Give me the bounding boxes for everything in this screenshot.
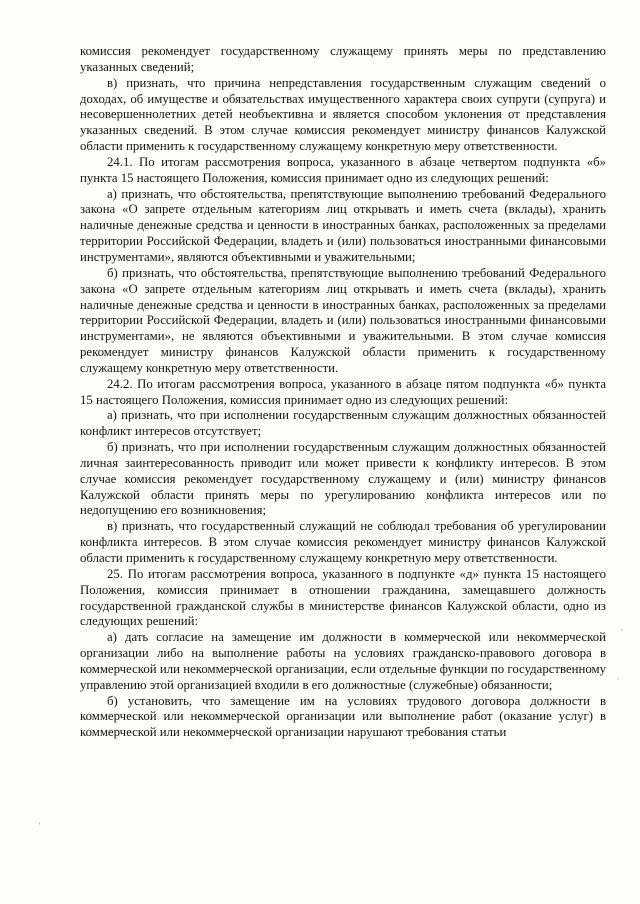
scan-speck: ′ — [617, 678, 620, 688]
scan-speck: · — [620, 626, 623, 636]
paragraph: б) установить, что замещение им на условиях трудового договора должности в коммерческой или некоммерческой организации или выполнение работ (оказание услуг) в коммерческой или некоммерческой организации нарушают требования статьи — [80, 693, 606, 740]
paragraph: а) дать согласие на замещение им должности в коммерческой или некоммерческой организации либо на выполнение работы на условиях гражданско-правового договора в коммерческой или некоммерческой организации, если отдельные функции по государственному управлению этой организацией входили в его должностные (служебные) обязанности; — [80, 630, 606, 692]
scan-speck: ˌ — [38, 816, 41, 826]
paragraph: 25. По итогам рассмотрения вопроса, указанного в подпункте «д» пункта 15 настоящего Положения, комиссия принимает в отношении гражданина, замещавшего должность государственной гражданской службы в министерстве финансов Калужской области, одно из следующих решений: — [80, 566, 606, 629]
paragraph: 24.2. По итогам рассмотрения вопроса, указанного в абзаце пятом подпункта «б» пункта 15 настоящего Положения, комиссия принимает одно из следующих решений: — [80, 376, 606, 407]
paragraph: а) признать, что обстоятельства, препятствующие выполнению требований Федерального закона «О запрете отдельным категориям лиц открывать и иметь счета (вклады), хранить наличные денежные средства и ценности в иностранных банках, расположенных за пределами территории Российской Федерации, владеть и (или) пользоваться иностранными финансовыми инструментами», являются объективными и уважительными; — [80, 186, 606, 264]
paragraph: а) признать, что при исполнении государственным служащим должностных обязанностей конфликт интересов отсутствует; — [80, 408, 606, 439]
paragraph: в) признать, что государственный служащий не соблюдал требования об урегулировании конфликта интересов. В этом случае комиссия рекомендует министру финансов Калужской области применить к государственному служащему конкретную меру ответственности. — [80, 519, 606, 565]
document-body — [80, 44, 606, 741]
paragraph: б) признать, что при исполнении государственным служащим должностных обязанностей личная заинтересованность приводит или может привести к конфликту интересов. В этом случае комиссия рекомендует государственному служащему и (или) министру финансов Калужской области принять меры по урегулированию конфликта интересов или по недопущению его возникновения; — [80, 440, 606, 518]
paragraph: б) признать, что обстоятельства, препятствующие выполнению требований Федерального закона «О запрете отдельным категориям лиц открывать и иметь счета (вклады), хранить наличные денежные средства и ценности в иностранных банках, расположенных за пределами территории Российской Федерации, владеть и (или) пользоваться иностранными финансовыми инструментами», не являются объективными и уважительными. В этом случае комиссия рекомендует министру финансов Калужской области применить к государственному служащему конкретную меру ответственности. — [80, 265, 606, 375]
paragraph: 24.1. По итогам рассмотрения вопроса, указанного в абзаце четвертом подпункта «б» пункта 15 настоящего Положения, комиссия принимает одно из следующих решений: — [80, 154, 606, 185]
paragraph: в) признать, что причина непредставления государственным служащим сведений о доходах, об имуществе и обязательствах имущественного характера своих супруги (супруга) и несовершеннолетних детей необъективна и является способом уклонения от представления указанных сведений. В этом случае комиссия рекомендует министру финансов Калужской области применить к государственному служащему конкретную меру ответственности. — [80, 75, 606, 154]
paragraph: комиссия рекомендует государственному служащему принять меры по представлению указанных сведений; — [80, 44, 606, 74]
